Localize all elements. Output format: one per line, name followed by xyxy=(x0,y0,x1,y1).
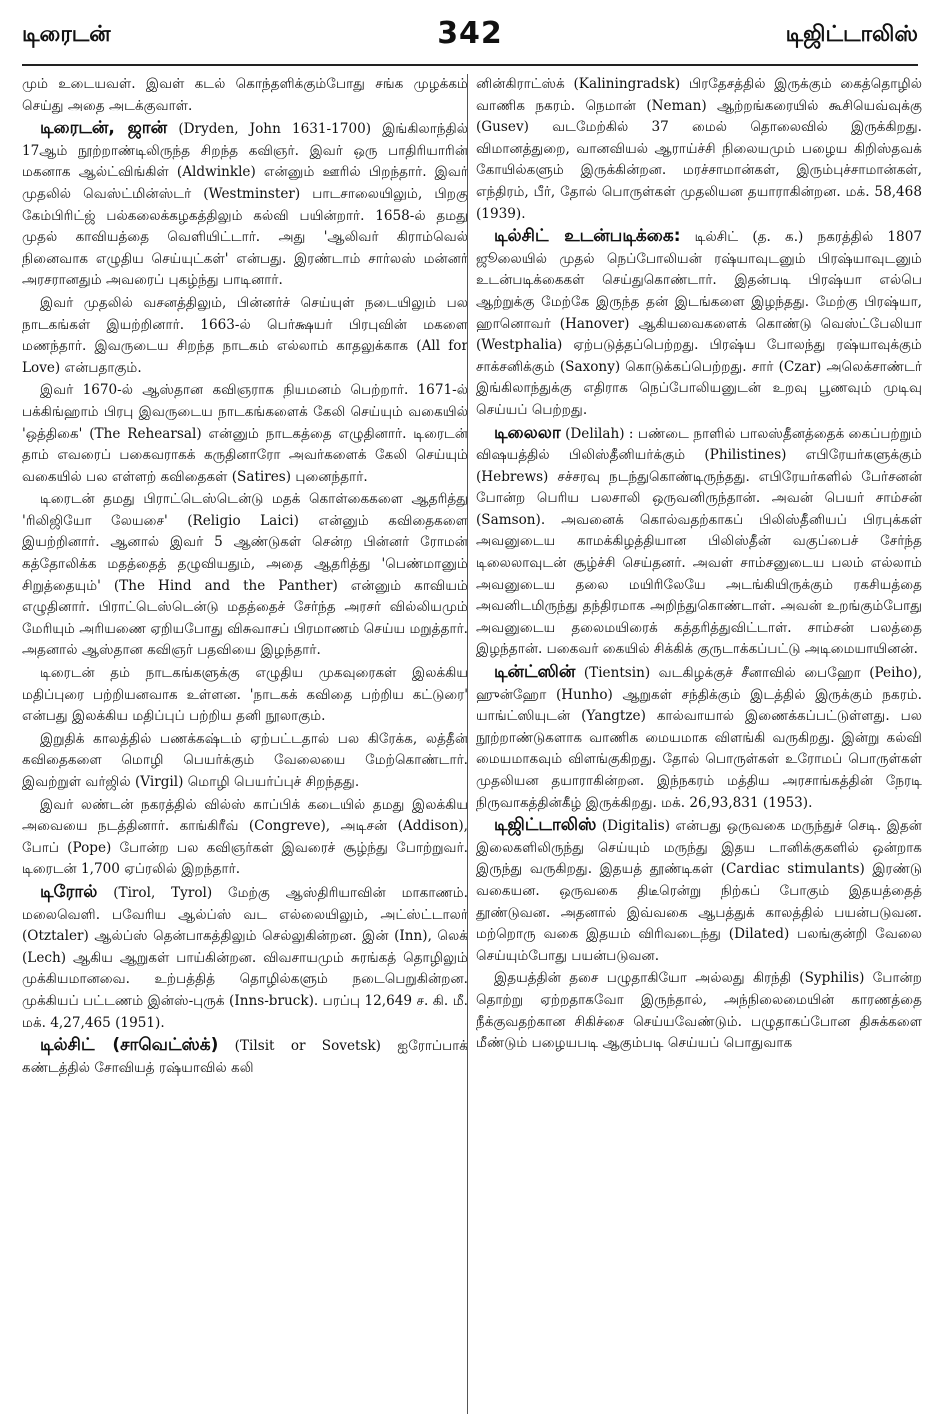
entry-paragraph xyxy=(476,74,922,225)
entry-text: மும் உடையவள். இவள் கடல் கொந்தளிக்கும்போது சங்க முழக்கம் செய்து அதை அடக்குவாள். xyxy=(22,76,468,114)
left-running-head: டிரைடன் xyxy=(22,22,111,47)
dictionary-entry xyxy=(476,423,922,662)
entry-headword: டிரைடன், ஜான் xyxy=(40,118,168,139)
entry-headword: டின்ட்ஸின் xyxy=(494,662,576,683)
entry-text: (Dryden, John 1631-1700) இங்கிலாந்தில் 17ஆம் நூற்றாண்டிலிருந்த சிறந்த கவிஞர். இவர் ஒரு பாதிரியாரின் மகனாக ஆல்ட்விங்கிள் (Aldwinkle) என்னும் ஊரில் பிறந்தார். இவர் முதலில் வெஸ்ட்மின்ஸ்டர் (Westminster) பாடசாலையிலும், பிறகு கேம்பிரிட்ஜ் பல்கலைக்கழகத்திலும் கல்வி பயின்றார். 1658-ல் தமது முதல் காவியத்தை வெளியிட்டார். அது 'ஆலிவர் கிராம்வெல் நினைவாக எழுதிய செய்யுட்கள்' என்பது. இரண்டாம் சார்லஸ் மன்னர் அரசரானதும் அவரைப் புகழ்ந்து பாடினார். xyxy=(22,121,468,289)
dictionary-entry xyxy=(22,118,468,292)
entry-text: இவர் லண்டன் நகரத்தில் வில்ஸ் காப்பிக் கடையில் தமது இலக்கிய அவையை நடத்தினார். காங்கிரீவ் (Congreve), அடிசன் (Addison), போப் (Pope) போன்ற பல கவிஞர்கள் இவரைச் சூழ்ந்து போற்றுவர். டிரைடன் 1,700 ஏப்ரலில் இறந்தார். xyxy=(22,796,468,878)
entry-text: (Tientsin) வடகிழக்குச் சீனாவில் பைஹோ (Peiho), ஹுன்ஹோ (Hunho) ஆறுகள் சந்திக்கும் இடத்தில் இருக்கும் நகரம். யாங்ட்ஸியுடன் (Yangtze) கால்வாயால் இணைக்கப்பட்டுள்ளது. பல நூற்றாண்டுகளாக வாணிக மையமாக விளங்கி வருகிறது. இன்று கல்வி மையமாகவும் விளங்குகிறது. தோல் பொருள்கள் உரோமப் பொருள்கள் முதலியன தயாராகின்றன. இந்நகரம் மத்திய அரசாங்கத்தின் நேரடி நிருவாகத்தின்கீழ் இருக்கிறது. மக். 26,93,831 (1953). xyxy=(476,665,922,811)
right-column xyxy=(476,74,922,1414)
header-rule xyxy=(22,64,918,66)
right-running-head: டிஜிட்டாலிஸ் xyxy=(785,22,918,47)
entry-paragraph xyxy=(22,663,468,728)
entry-text: (Delilah) : பண்டை நாளில் பாலஸ்தீனத்தைக் கைப்பற்றும் விஷயத்தில் பிலிஸ்தீனியர்க்கும் (Philistines) எபிரேயர்களுக்கும் (Hebrews) சச்சரவு நடந்துகொண்டிருந்தது. எபிரேயர்களில் பேர்சனன் போன்ற பெரிய பலசாலி ஒருவனிருந்தான். அவன் பெயர் சாம்சன் (Samson). அவனைக் கொல்வதற்காகப் பிலிஸ்தீனியப் பிரபுக்கள் அவனுடைய காமக்கிழத்தியான பிலிஸ்தீன் வகுப்பைச் சேர்ந்த டிலைலாவுடன் சூழ்ச்சி செய்தனர். அவள் சாம்சனுடைய பலம் எல்லாம் அவனுடைய தலை மயிரிலேயே அடங்கியிருக்கும் ரகசியத்தை அவனிடமிருந்து தந்திரமாக அறிந்துகொண்டாள். அவன் உறங்கும்போது அவனுடைய தலைமயிரைக் கத்தரித்துவிட்டாள். சாம்சன் பலத்தை இழந்தான். பகைவர் கையில் சிக்கிக் குருடாக்கப்பட்டு அடிமையாயினன். xyxy=(476,425,922,658)
entry-headword: டிலைலா xyxy=(494,422,561,443)
column-divider xyxy=(467,74,468,1414)
entry-paragraph xyxy=(22,293,468,379)
entry-paragraph xyxy=(22,74,468,117)
entry-headword: டிஜிட்டாலிஸ் xyxy=(494,815,597,836)
entry-paragraph xyxy=(22,795,468,881)
dictionary-entry xyxy=(476,662,922,814)
entry-text: (Digitalis) என்பது ஒருவகை மருந்துச் செடி. இதன் இலைகளிலிருந்து செய்யும் மருந்து இதய டானிக்குகளில் ஒன்றாக இருந்து வருகிறது. இதயத் தூண்டிகள் (Cardiac stimulants) இரண்டு வகையன. ஒருவகை திடீரென்று நிற்கப் போகும் இதயத்தைத் தூண்டுவன. அதனால் இவ்வகை ஆபத்துக் காலத்தில் பயன்படுவன. மற்றொரு வகை இதயம் விரிவடைந்து (Dilated) பலங்குன்றி வேலை செய்யும்போது பயன்படுவன. xyxy=(476,818,922,964)
entry-text: இவர் 1670-ல் ஆஸ்தான கவிஞராக நியமனம் பெற்றார். 1671-ல் பக்கிங்ஹாம் பிரபு இவருடைய நாடகங்களைக் கேலி செய்யும் வகையில் 'ஒத்திகை' (The Rehearsal) என்னும் நாடகத்தை எழுதினார். டிரைடன் தாம் எவரைப் பகைவராகக் கருதினாரோ அவர்களைக் கேலி செய்யும் வகையில் பல எள்ளற் கவிதைகள் (Satires) புனைந்தார். xyxy=(22,382,468,485)
entry-paragraph xyxy=(22,729,468,794)
page-header xyxy=(22,14,918,62)
entry-text: இறுதிக் காலத்தில் பணக்கஷ்டம் ஏற்பட்டதால் பல கிரேக்க, லத்தீன் கவிதைகளை மொழி பெயர்க்கும் வேலையை மேற்கொண்டார். இவற்றுள் வர்ஜில் (Virgil) மொழி பெயர்ப்புச் சிறந்தது. xyxy=(22,730,468,790)
entry-paragraph xyxy=(22,380,468,488)
entry-text: னின்கிராட்ஸ்க் (Kaliningradsk) பிரதேசத்தில் இருக்கும் கைத்தொழில் வாணிக நகரம். நெமான் (Neman) ஆற்றங்கரையில் கூசியெவ்வுக்கு (Gusev) வடமேற்கில் 37 மைல் தொலைவில் இருக்கிறது. விமானத்துறை, வானவியல் ஆராய்ச்சி நிலையமும் பழைய கிறிஸ்தவக் கோயில்களும் இருக்கின்றன. மரச்சாமான்கள், இரும்புச்சாமான்கள், எந்திரம், பீர், தோல் பொருள்கள் முதலியன தயாராகின்றன. மக். 58,468 (1939). xyxy=(476,76,922,222)
dictionary-entry xyxy=(476,226,922,421)
entry-text: இதயத்தின் தசை பழுதாகியோ அல்லது கிரந்தி (Syphilis) போன்ற தொற்று ஏற்றதாகவோ இருந்தால், அந்நிலைமையின் காரணத்தை நீக்குவதற்கான சிகிச்சை செய்யவேண்டும். பழுதாகப்போன திசுக்களை மீண்டும் பழையபடி ஆகும்படி செய்யப் பொதுவாக xyxy=(476,970,922,1052)
dictionary-entry xyxy=(22,1035,468,1079)
entry-headword: டில்சிட் உடன்படிக்கை: xyxy=(494,226,681,247)
dictionary-entry xyxy=(22,882,468,1034)
entry-paragraph xyxy=(476,968,922,1054)
entry-text: (Tilsit or Sovetsk) ஐரோப்பாக் கண்டத்தில் சோவியத் ரஷ்யாவில் கலி xyxy=(22,1038,468,1076)
entry-headword: டில்சிட் (சாவெட்ஸ்க்) xyxy=(40,1035,219,1056)
entry-text: டில்சிட் (த. க.) நகரத்தில் 1807 ஜூலையில் முதல் நெப்போலியன் ரஷ்யாவுடனும் பிரஷ்யாவுடனும் உடன்படிக்கைகள் செய்துகொண்டார். இதன்படி பிரஷ்யா எல்பெ ஆற்றுக்கு மேற்கே இருந்த தன் இடங்களை இழந்தது. மேற்கு பிரஷ்யா, ஹானொவர் (Hanover) ஆகியவைகளைக் கொண்டு வெஸ்ட்பேலியா (Westphalia) ஏற்படுத்தப்பெற்றது. பிரஷ்ய போலந்து ரஷ்யாவுக்கும் சாக்சனிக்கும் (Saxony) கொடுக்கப்பெற்றது. சார் (Czar) அலெக்சாண்டர் இங்கிலாந்துக்கு எதிராக நெப்போலியனுடன் உறவு பூணவும் முடிவு செய்யப் பெற்றது. xyxy=(476,229,922,418)
left-column xyxy=(22,74,468,1414)
dictionary-entry xyxy=(476,815,922,967)
entry-text: (Tirol, Tyrol) மேற்கு ஆஸ்திரியாவின் மாகாணம். மலைவெளி. பவேரிய ஆல்ப்ஸ் வட எல்லையிலும், அட்ஸ்ட்டாலர் (Otztaler) ஆல்ப்ஸ் தென்பாகத்திலும் செல்லுகின்றன. இன் (Inn), லெக் (Lech) ஆகிய ஆறுகள் பாய்கின்றன. விவசாயமும் சுரங்கத் தொழிலும் முக்கியமானவை. உற்பத்தித் தொழில்களும் நடைபெறுகின்றன. முக்கியப் பட்டணம் இன்ஸ்-புருக் (Inns-bruck). பரப்பு 12,649 ச. கி. மீ. மக். 4,27,465 (1951). xyxy=(22,884,468,1031)
entry-text: டிரைடன் தமது பிராட்டெஸ்டென்டு மதக் கொள்கைகளை ஆதரித்து 'ரிலிஜியோ லேயசை' (Religio Laici) என்னும் கவிதைகளை இயற்றினார். ஆனால் இவர் 5 ஆண்டுகள் சென்ற பின்னர் ரோமன் கத்தோலிக்க மதத்தைத் தழுவியதும், அதை ஆதரித்து 'பெண்மானும் சிறுத்தையும்' (The Hind and the Panther) என்னும் காவியம் எழுதினார். பிராட்டெஸ்டென்டு மதத்தைச் சேர்ந்த அரசர் வில்லியமும் மேரியும் அரியணை ஏறியபோது விசுவாசப் பிரமாணம் செய்ய மறுத்தார். அதனால் ஆஸ்தான கவிஞர் பதவியை இழந்தார். xyxy=(22,491,468,659)
entry-text: இவர் முதலில் வசனத்திலும், பின்னர்ச் செய்யுள் நடையிலும் பல நாடகங்கள் இயற்றினார். 1663-ல் பெர்க்ஷயர் பிரபுவின் மகளை மணந்தார். இவருடைய சிறந்த நாடகம் எல்லாம் காதலுக்காக (All for Love) என்பதாகும். xyxy=(22,294,468,376)
entry-text: டிரைடன் தம் நாடகங்களுக்கு எழுதிய முகவுரைகள் இலக்கிய மதிப்புரை பற்றியனவாக உள்ளன. 'நாடகக் கவிதை பற்றிய கட்டுரை' என்பது இலக்கிய மதிப்புப் பற்றிய தனி நூலாகும். xyxy=(22,665,468,725)
entry-headword: டிரோல் xyxy=(40,881,98,902)
entry-paragraph xyxy=(22,489,468,662)
page-number: 342 xyxy=(437,16,503,51)
